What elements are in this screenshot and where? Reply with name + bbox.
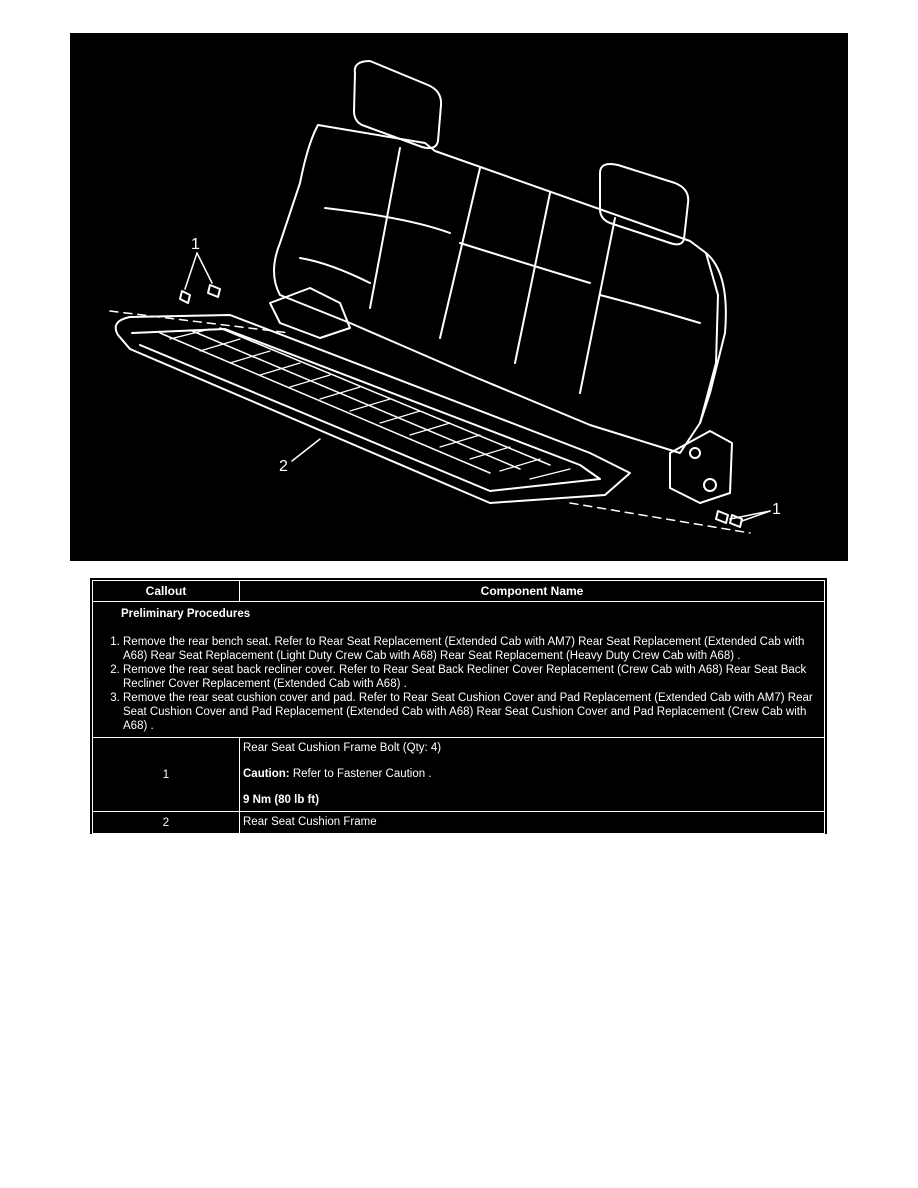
component-name: Rear Seat Cushion Frame Bolt (Qty: 4) bbox=[243, 742, 442, 754]
preliminary-steps bbox=[103, 635, 818, 733]
preliminary-step: 1. Remove the rear bench seat. Refer to Rear Seat Replacement (Extended Cab with AM7) Rear Seat Replacement (Extended Cab with A68) Rear Seat Replacement (Light Duty Crew Cab with A68) Rear Seat Replacement (Heavy Duty Crew Cab with A68) . bbox=[123, 635, 818, 663]
component-cell bbox=[240, 738, 825, 812]
seat-diagram bbox=[70, 33, 848, 561]
callout-cell: 1 bbox=[93, 738, 240, 812]
callout-cell: 2 bbox=[93, 812, 240, 834]
seat-back bbox=[274, 125, 718, 453]
callout-label-2: 2 bbox=[279, 458, 288, 475]
header-callout: Callout bbox=[93, 581, 240, 602]
component-name: Rear Seat Cushion Frame bbox=[243, 816, 377, 828]
preliminary-row bbox=[93, 602, 825, 738]
left-headrest bbox=[354, 61, 441, 148]
seat-illustration bbox=[70, 33, 848, 561]
caution-text: Refer to Fastener Caution . bbox=[289, 768, 432, 780]
caution-label: Caution: bbox=[243, 768, 290, 780]
table-header-row bbox=[93, 581, 825, 602]
caution-note bbox=[243, 767, 820, 781]
table-row bbox=[93, 812, 825, 834]
right-headrest bbox=[600, 164, 688, 244]
component-table-frame bbox=[89, 577, 828, 835]
preliminary-title: Preliminary Procedures bbox=[121, 608, 251, 620]
torque-spec: 9 Nm (80 lb ft) bbox=[243, 794, 320, 806]
callout-label-1-left: 1 bbox=[191, 236, 200, 253]
table-row bbox=[93, 738, 825, 812]
header-component-name: Component Name bbox=[240, 581, 825, 602]
component-table bbox=[92, 580, 825, 834]
preliminary-step: 2. Remove the rear seat back recliner cover. Refer to Rear Seat Back Recliner Cover Replacement (Crew Cab with A68) Rear Seat Back Recliner Cover Replacement (Extended Cab with A68) . bbox=[123, 663, 818, 691]
callout-label-1-right: 1 bbox=[772, 501, 781, 518]
component-cell bbox=[240, 812, 825, 834]
preliminary-step: 3. Remove the rear seat cushion cover and pad. Refer to Rear Seat Cushion Cover and Pad Replacement (Extended Cab with AM7) Rear Seat Cushion Cover and Pad Replacement (Extended Cab with A68) Rear Seat Cushion Cover and Pad Replacement (Crew Cab with A68) . bbox=[123, 691, 818, 733]
preliminary-procedures bbox=[93, 602, 825, 738]
